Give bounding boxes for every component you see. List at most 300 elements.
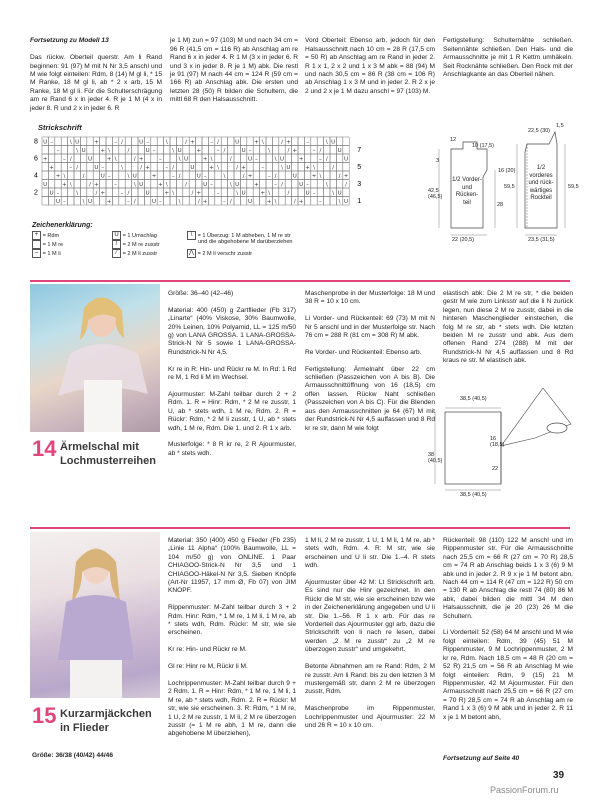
chart-cell	[176, 137, 182, 146]
chart-row-label-left: 6	[34, 155, 38, 163]
chart-cell	[228, 188, 234, 197]
chart-symbol: U	[337, 148, 342, 154]
chart-cell	[208, 188, 214, 197]
chart-symbol: \	[76, 190, 79, 197]
legend-p2tog-tbl: = 2 M li verschr zusstr	[197, 250, 253, 257]
chart-symbol: +	[254, 182, 259, 188]
chart-symbol: /	[127, 148, 130, 154]
chart-cell	[272, 188, 278, 197]
chart-cell	[119, 197, 125, 206]
top-col4	[443, 29, 573, 88]
chart-cell	[202, 188, 208, 197]
purl-symbol: –	[32, 249, 41, 258]
chart-symbol: /	[185, 182, 187, 188]
chart-cell	[164, 197, 170, 206]
chart-symbol: \	[76, 148, 79, 154]
chart-symbol: \	[210, 156, 213, 163]
chart-symbol: –	[248, 148, 252, 154]
legend-ssk: = 1 Überzug: 1 M abheben, 1 M re str	[197, 232, 291, 239]
chart-symbol: +	[190, 139, 195, 146]
chart-cell	[42, 163, 48, 172]
chart-cell	[42, 188, 48, 197]
chart-cell	[260, 197, 266, 206]
chart-symbol: U	[247, 199, 253, 205]
chart-cell	[119, 146, 125, 155]
chart-cell	[68, 197, 74, 206]
model15-figure-icon	[30, 532, 160, 698]
chart-symbol: \	[229, 182, 232, 188]
chart-cell	[61, 188, 67, 197]
chart-symbol: +	[158, 182, 163, 188]
chart-symbol: \	[82, 199, 85, 205]
chart-cell	[55, 180, 61, 189]
chart-symbol: /	[281, 139, 283, 146]
chart-cell	[215, 180, 221, 189]
chart-symbol: U	[132, 173, 137, 180]
chart-symbol: U	[94, 165, 99, 171]
chart-cell	[196, 154, 202, 163]
chart-cell	[317, 180, 323, 189]
chart-cell	[240, 154, 246, 163]
chart-cell	[151, 137, 157, 146]
top-col3-text: Vord Oberteil: Ebenso arb, jedoch für den Halsausschnitt nach 10 cm = 28 R (17,5 cm = 50 R) ab Anschlag am re Rand in jeder 2. R 1 x 1, 2 x 2 und 1 x 3 M abk = 88 (94) M und nach 30,5 cm = 86 R (38 cm = 106 R) ab Anschlag 1 x 3 M und in jeder 2. R 2 x je 2 und 2 x je 1 M dazu anschl = 97 (103) M.	[305, 37, 435, 95]
chart-symbol: +	[151, 173, 157, 180]
chart-cell	[234, 171, 240, 180]
chart-symbol: /	[281, 182, 283, 188]
chart-cell	[196, 137, 202, 146]
chart-symbol: –	[152, 148, 156, 154]
chart-cell	[42, 146, 48, 155]
chart-cell	[330, 171, 336, 180]
chart-symbol: –	[159, 199, 162, 205]
rdm-symbol: +	[32, 231, 41, 240]
chart-symbol: U	[247, 156, 253, 163]
chart-symbol: \	[127, 173, 130, 180]
chart-symbol: \	[268, 148, 271, 154]
chart-symbol: +	[164, 190, 170, 197]
chart-cell	[298, 188, 304, 197]
chart-cell	[279, 197, 285, 206]
chart-cell	[119, 180, 125, 189]
chart-cell	[311, 137, 317, 146]
chart-symbol: \	[338, 199, 341, 205]
chart-symbol: +	[266, 199, 272, 205]
chart-symbol: /	[319, 148, 322, 154]
chart-symbol: \	[69, 139, 72, 146]
chart-symbol: U	[81, 148, 86, 154]
chart-symbol: /	[293, 199, 296, 205]
chart-cell	[164, 171, 170, 180]
ssk-symbol: \	[187, 231, 196, 240]
chart-symbol: +	[254, 139, 259, 146]
chart-cell	[336, 163, 342, 172]
chart-cell	[324, 188, 330, 197]
chart-symbol: /	[287, 190, 290, 197]
chart-cell	[183, 197, 189, 206]
chart-symbol: U	[235, 182, 240, 188]
chart-symbol: /	[287, 148, 290, 154]
chart-symbol: \	[108, 148, 111, 154]
chart-symbol: \	[178, 156, 181, 163]
chart-symbol: U	[43, 182, 48, 188]
chart-cell	[292, 154, 298, 163]
chart-symbol: +	[247, 173, 253, 180]
chart-cell	[189, 180, 195, 189]
continue-note: Fortsetzung auf Seite 40	[443, 755, 520, 762]
chart-cell	[330, 180, 336, 189]
model15-number: 15	[32, 703, 57, 728]
chart-cell	[112, 171, 118, 180]
chart-symbol: U	[100, 173, 105, 180]
schem1-dim-22-5: 22,5 (30)	[528, 128, 551, 134]
chart-cell	[42, 171, 48, 180]
chart-cell	[48, 154, 54, 163]
chart-symbol: +	[292, 148, 298, 154]
chart-symbol: –	[69, 165, 73, 171]
model14-photo	[30, 284, 160, 432]
chart-cell	[61, 163, 67, 172]
chart-cell	[93, 171, 99, 180]
legend	[32, 231, 362, 263]
legend-rdm: = Rdm	[42, 232, 60, 239]
chart-cell	[260, 180, 266, 189]
chart-cell	[196, 163, 202, 172]
chart-symbol: +	[241, 165, 246, 171]
chart-symbol: –	[312, 190, 316, 197]
chart-symbol: +	[286, 139, 291, 146]
chart-cell	[138, 188, 144, 197]
chart-row-label-right: 1	[357, 198, 362, 205]
chart-cell	[279, 188, 285, 197]
chart-symbol: U	[299, 182, 304, 188]
chart-symbol: –	[56, 190, 60, 197]
chart-symbol: \	[332, 190, 335, 197]
chart-symbol: U	[203, 182, 208, 188]
chart-cell	[74, 197, 80, 206]
chart-row-label-right: 3	[357, 181, 362, 188]
chart-symbol: U	[343, 156, 349, 163]
chart-cell	[202, 137, 208, 146]
chart-symbol: /	[76, 165, 79, 171]
chart-cell	[221, 163, 227, 172]
chart-symbol: +	[94, 139, 99, 146]
chart-symbol: U	[292, 173, 297, 180]
chart-symbol: –	[56, 148, 60, 154]
chart-cell	[292, 163, 298, 172]
chart-cell	[298, 171, 304, 180]
chart-symbol: –	[114, 139, 117, 146]
chart-symbol: U	[196, 173, 201, 180]
chart-cell	[298, 163, 304, 172]
chart-symbol: U	[87, 199, 93, 205]
chart-cell	[311, 180, 317, 189]
chart-cell	[285, 180, 291, 189]
chart-cell	[247, 188, 253, 197]
chart-symbol: U	[337, 190, 342, 197]
chart-cell	[260, 171, 266, 180]
chart-cell	[68, 188, 74, 197]
knitting-chart	[30, 131, 370, 206]
model14-title: Ärmelschal mit Lochmusterreihen	[60, 441, 156, 467]
schem1-dim-59-right: 59,5	[568, 184, 579, 190]
chart-symbol: –	[312, 148, 316, 154]
chart-cell	[87, 163, 93, 172]
shawl-dim-38: 38 (40,5)	[428, 452, 443, 464]
chart-cell	[55, 154, 61, 163]
shawl-dim-bottom: 38,5 (40,5)	[460, 492, 487, 498]
chart-cell	[125, 163, 131, 172]
chart-row-label-left: 8	[34, 138, 38, 146]
chart-symbol: U	[139, 139, 144, 146]
chart-cell	[189, 197, 195, 206]
chart-symbol: \	[236, 190, 239, 197]
knit-symbol	[32, 240, 41, 249]
chart-cell	[144, 180, 150, 189]
chart-cell	[253, 146, 259, 155]
chart-symbol: +	[55, 173, 61, 180]
chart-symbol: +	[260, 190, 266, 197]
chart-symbol: \	[319, 173, 322, 180]
chart-symbol: –	[216, 148, 220, 154]
chart-cell	[42, 197, 48, 206]
chart-cell	[138, 197, 144, 206]
chart-cell	[279, 171, 285, 180]
k2tog-symbol: /	[112, 240, 121, 249]
chart-row-label-right: 5	[357, 164, 362, 171]
chart-cell	[240, 197, 246, 206]
section-rule-14	[30, 280, 570, 282]
chart-symbol: +	[106, 156, 112, 163]
chart-cell	[311, 154, 317, 163]
chart-symbol: –	[50, 139, 53, 146]
model14-figure-icon	[30, 284, 160, 432]
chart-symbol: –	[107, 173, 111, 180]
chart-cell	[48, 197, 54, 206]
shawl-dim-16: 16 (18,5)	[490, 436, 505, 448]
chart-cell	[157, 137, 163, 146]
model15-photo	[30, 532, 160, 698]
chart-cell	[93, 146, 99, 155]
chart-cell	[304, 146, 310, 155]
chart-symbol: –	[146, 139, 149, 146]
model15-title: Kurzarmjäckchen in Flieder	[60, 708, 152, 734]
chart-cell	[221, 188, 227, 197]
chart-cell	[221, 180, 227, 189]
chart-symbol: –	[306, 182, 309, 188]
chart-cell	[343, 137, 349, 146]
chart-cell	[176, 163, 182, 172]
chart-symbol: –	[203, 173, 207, 180]
chart-cell	[304, 197, 310, 206]
chart-symbol: \	[274, 156, 277, 163]
chart-cell	[234, 197, 240, 206]
chart-cell	[324, 163, 330, 172]
chart-symbol: U	[241, 190, 246, 197]
chart-cell	[80, 154, 86, 163]
legend-k2tog: = 2 M re zusstr	[122, 241, 160, 248]
chart-symbol: \	[217, 165, 219, 171]
schem1-dim-22: 22 (20,5)	[452, 237, 475, 243]
chart-cell	[74, 171, 80, 180]
chart-cell	[292, 137, 298, 146]
chart-symbol: +	[305, 165, 310, 171]
chart-cell	[304, 171, 310, 180]
chart-cell	[138, 146, 144, 155]
shawl-dim-22: 22	[492, 466, 499, 472]
chart-cell	[317, 188, 323, 197]
chart-cell	[183, 188, 189, 197]
model14-col-a: Größe: 36–40 (42–46) Material: 400 (450) g Zartflieder (Fb 317) „Linarte“ (40% Viskose, 30% Baumwolle, 20% Leinen, 10% Polyamid, LL = 125 m/50 g) von LANA GROSSA. 1 LANA-GROSSA-Strick-N Nr 5 sowie 1 LANA-GROSSA-Rundstrick-N Nr 4,5. Kr re in R: Hin- und Rückr re M. In Rd: 1 Rd re M, 1 Rd li M im Wechsel. Ajourmuster: M-Zahl teilbar durch 2 + 2 Rdm. 1. R = Hinr: Rdm, * 2 M re zusstr, 1 U, ab * stets wdh, 1 M re, Rdm. 2. R = Rückr: Rdm, * 2 M li zusstr, 1 U, ab * stets wdh, 1 M re, Rdm. Die 1. und 2. R 1 x arb. Musterfolge: * 8 R kr re, 2 R Ajourmuster, ab * stets wdh.	[168, 290, 296, 457]
chart-title: Strickschrift	[38, 123, 82, 132]
schem1-dim-10: 10 (17,5)	[472, 143, 495, 149]
chart-symbol: U	[55, 199, 61, 205]
chart-cell	[80, 188, 86, 197]
chart-symbol: +	[343, 173, 349, 180]
chart-cell	[164, 154, 170, 163]
chart-cell	[151, 188, 157, 197]
chart-cell	[164, 146, 170, 155]
chart-cell	[183, 146, 189, 155]
chart-cell	[336, 180, 342, 189]
chart-cell	[221, 137, 227, 146]
chart-cell	[228, 137, 234, 146]
chart-symbol: \	[114, 156, 117, 163]
chart-cell	[183, 163, 189, 172]
chart-cell	[157, 163, 163, 172]
chart-cell	[87, 188, 93, 197]
model15-size: Größe: 36/38 (40/42) 44/46	[32, 752, 114, 759]
chart-symbol: U	[279, 156, 285, 163]
chart-cell	[240, 137, 246, 146]
chart-symbol: /	[338, 173, 341, 180]
chart-cell	[68, 171, 74, 180]
model14-col-c: elastisch abk: Die 2 M re str, * die beiden gestr M wie zum Linksstr auf die li N zurück legen, nun diese 2 M re zusstr, dabei in die hinteren Maschenglieder einstechen, die folg M re str, ab * stets wdh. Die letzten beiden M re zusstr und abk. Aus dem offenen Rand 274 (288) M mit der Rundstrick-N Nr 4,5 auffassen und 8 Rd kraus re str. M elastisch abk.	[443, 290, 573, 365]
chart-symbol: \	[325, 182, 328, 188]
chart-cell	[61, 137, 67, 146]
schem1-dim-42: 42,5 (46,5)	[428, 188, 443, 200]
schematic-bodice-skirt	[425, 122, 585, 242]
chart-cell	[132, 188, 138, 197]
chart-cell	[170, 137, 176, 146]
chart-cell	[93, 154, 99, 163]
chart-cell	[208, 171, 214, 180]
chart-symbol: +	[138, 156, 144, 163]
chart-cell	[112, 146, 118, 155]
chart-cell	[285, 197, 291, 206]
legend-p2tog: = 2 M li zusstr	[122, 250, 158, 257]
chart-cell	[279, 146, 285, 155]
chart-cell	[240, 180, 246, 189]
chart-symbol: U	[43, 139, 48, 146]
chart-cell	[253, 188, 259, 197]
chart-symbol: /	[178, 173, 181, 180]
chart-cell	[298, 137, 304, 146]
schem1-dim-23-5: 23,5 (31,5)	[528, 237, 555, 243]
chart-cell	[151, 163, 157, 172]
chart-cell	[343, 146, 349, 155]
chart-symbol: /	[197, 199, 200, 205]
chart-symbol: /	[223, 148, 226, 154]
chart-symbol: U	[151, 199, 157, 205]
chart-cell	[343, 188, 349, 197]
chart-cell	[132, 146, 138, 155]
chart-symbol: +	[42, 156, 48, 163]
chart-symbol: \	[281, 165, 283, 171]
top-col2	[170, 29, 298, 113]
chart-cell	[48, 146, 54, 155]
chart-cell	[266, 163, 272, 172]
chart-cell	[87, 146, 93, 155]
page-number: 39	[553, 770, 565, 781]
chart-cell	[247, 163, 253, 172]
chart-cell	[170, 180, 176, 189]
chart-cell	[144, 154, 150, 163]
chart-symbol: /	[133, 199, 136, 205]
chart-cell	[144, 171, 150, 180]
top-col1-text: Das rückw. Oberteil querstr. Am li Rand beginnen: 91 (97) M mit N Nr 3,5 anschl und M wie folgt einteilen: Rdm, 8 (14) M gl li, * 15 M Ranke, 18 M gl li, ab * 2 x arb, 15 M Ranke, 18 M gl li. Für die Schulterschrägung am re Rand 6 x in jeder 4. R je 1 M (4 x in jeder 8. R und 2 x in jeder 6. R	[30, 54, 162, 112]
chart-cell	[74, 180, 80, 189]
chart-symbol: –	[63, 156, 66, 163]
chart-cell	[215, 197, 221, 206]
chart-symbol: U	[145, 190, 150, 197]
legend-yarnover: = 1 Umschlag	[122, 232, 157, 239]
chart-cell	[330, 154, 336, 163]
chart-cell	[100, 180, 106, 189]
chart-cell	[100, 137, 106, 146]
chart-cell	[234, 146, 240, 155]
chart-symbol: /	[325, 156, 328, 163]
chart-symbol: +	[62, 182, 67, 188]
chart-cell	[260, 146, 266, 155]
chart-symbol: –	[210, 182, 213, 188]
chart-symbol: +	[202, 199, 208, 205]
chart-symbol: –	[159, 156, 162, 163]
chart-symbol: /	[217, 139, 219, 146]
chart-symbol: U	[235, 139, 240, 146]
chart-symbol: U	[305, 190, 310, 197]
schem1-dim-59-left: 59,5	[504, 184, 515, 190]
chart-cell	[151, 154, 157, 163]
chart-symbol: \	[313, 165, 315, 171]
chart-symbol: /	[172, 165, 175, 171]
chart-cell	[55, 163, 61, 172]
chart-symbol: \	[223, 173, 226, 180]
schem1-dim-28: 28	[497, 202, 504, 208]
p2tog-symbol: ⁄	[112, 249, 121, 258]
schem1-back-label: 1/2 vorderes und rück- wärtiges Rockteil	[528, 165, 554, 201]
chart-symbol: –	[306, 139, 309, 146]
chart-symbol: +	[298, 156, 304, 163]
chart-cell	[93, 197, 99, 206]
schem1-front-label: 1/2 Vorder- und Rücken- teil	[452, 177, 482, 206]
chart-cell	[272, 146, 278, 155]
chart-cell	[183, 171, 189, 180]
chart-cell	[106, 180, 112, 189]
yarnover-symbol: U	[112, 231, 121, 240]
chart-symbol: U	[87, 156, 93, 163]
top-col4-text: Fertigstellung: Schulternähte schließen. Seitennähte schließen. Den Hals- und die Armausschnitte je mit 1 R Kettm umhäkeln. Seit Rocknähte schließen. Den Rock mit der Anschlagkante an das Oberteil nähen.	[443, 37, 573, 79]
chart-symbol: U	[75, 139, 80, 146]
schem1-dim-3: 3	[436, 158, 440, 164]
chart-symbol: U	[286, 165, 291, 171]
chart-symbol: –	[267, 173, 271, 180]
chart-symbol: /	[127, 190, 130, 197]
chart-symbol: /	[332, 165, 335, 171]
chart-cell	[317, 163, 323, 172]
chart-cell	[202, 163, 208, 172]
chart-cell	[144, 197, 150, 206]
legend-ssk-cont: und die abgehobene M darüberziehen	[198, 239, 293, 245]
